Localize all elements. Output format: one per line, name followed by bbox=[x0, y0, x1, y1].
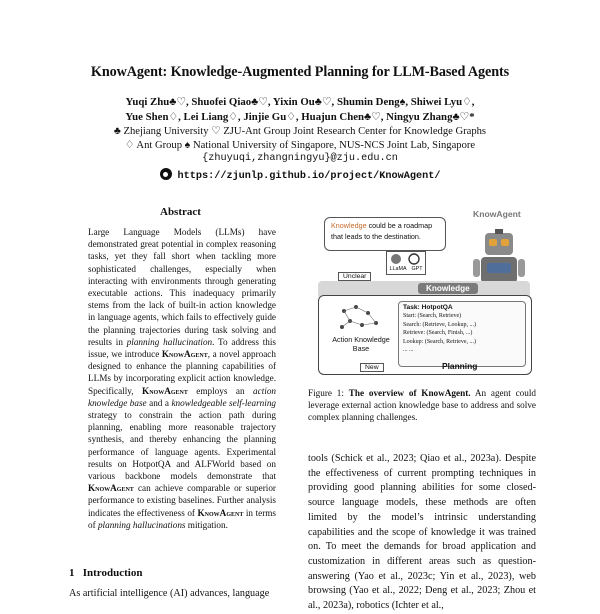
affiliation-line-1: ♣ Zhejiang University ♡ ZJU-Ant Group Joint Research Center for Knowledge Graphs bbox=[113, 126, 487, 137]
figure-1 bbox=[308, 205, 536, 380]
intro-heading: 1 Introduction bbox=[69, 567, 143, 579]
abstract-heading: Abstract bbox=[160, 206, 201, 218]
speech-bubble: Knowledge could be a roadmap that leads to the destination. bbox=[324, 217, 446, 251]
llama-label: LLaMA bbox=[389, 266, 407, 272]
intro-first-line: As artificial intelligence (AI) advances, language bbox=[69, 588, 270, 599]
planning-label: Planning bbox=[442, 361, 478, 371]
authors-line-1: Yuqi Zhu♣♡, Shuofei Qiao♣♡, Yixin Ou♣♡, Shumin Deng♠, Shiwei Lyu♢, bbox=[125, 96, 475, 108]
knowledge-label: Knowledge bbox=[418, 283, 478, 294]
affiliation-line-2: ♢ Ant Group ♠ National University of Singapore, NUS-NCS Joint Lab, Singapore bbox=[124, 140, 476, 151]
rule-more: ... ... bbox=[403, 347, 414, 354]
rule-start: Start: (Search, Retrieve) bbox=[403, 313, 462, 320]
knowagent-label: KnowAgent bbox=[473, 209, 521, 219]
rule-retrieve: Retrieve: (Search, Finish, ...) bbox=[403, 330, 473, 337]
project-url[interactable]: https://zjunlp.github.io/project/KnowAgent/ bbox=[177, 171, 441, 182]
model-logos-icon bbox=[387, 252, 423, 266]
paper-title: KnowAgent: Knowledge-Augmented Planning for LLM-Based Agents bbox=[90, 64, 510, 80]
rule-lookup: Lookup: (Search, Retrieve, ...) bbox=[403, 338, 476, 345]
action-kb-label: Action Knowledge Base bbox=[332, 335, 390, 353]
github-icon bbox=[160, 168, 172, 180]
rule-search: Search: (Retrieve, Lookup, ...) bbox=[403, 321, 476, 328]
authors-line-2: Yue Shen♢, Lei Liang♢, Jinjie Gu♢, Huajun Chen♣♡, Ningyu Zhang♣♡* bbox=[125, 111, 475, 123]
llm-models-box bbox=[386, 251, 426, 275]
unclear-tag: Unclear bbox=[338, 272, 371, 281]
gpt-label: GPT bbox=[411, 266, 423, 272]
email: {zhuyuqi,zhangningyu}@zju.edu.cn bbox=[202, 153, 398, 164]
task-rules-panel bbox=[398, 301, 526, 367]
abstract-text: Large Language Models (LLMs) have demonstrated great potential in complex reasoning tasks, yet they fall short when tackling more sophisticated challenges, especially when interacting with environments through generating executable actions. This inadequacy primarily stems from the lack of built-in action knowledge in language agents, which fails to effectively guide the planning trajectories during task solving and results in planning hallucination. To address this issue, we introduce KnowAgent, a novel approach designed to enhance the planning capabilities of LLMs by incorporating explicit action knowledge. Specifically, KnowAgent employs an action knowledge base and a knowledgeable self-learning strategy to constrain the action path during planning, enabling more reasonable trajectory synthesis, and thereby enhancing the planning performance of language agents. Experimental results on HotpotQA and ALFWorld based on various backbone models demonstrate that KnowAgent can achieve comparable or superior performance to existing baselines. Further analysis indicates the effectiveness of KnowAgent in terms of planning hallucinations mitigation. bbox=[88, 227, 277, 530]
intro-continuation: tools (Schick et al., 2023; Qiao et al., 2023a). Despite the effectiveness of current prompting techniques in providing good planning abilities for some closed-source language models, these methods are often limited by the model’s intrinsic understanding capabilities and the scope of knowledge it was trained on. To meet the demands for broad application and customization in different areas such as question-answering (Yao et al., 2023c; Yin et al., 2023), web browsing (Yao et al., 2022; Deng et al., 2023; Zhou et al., 2023a), robotics (Ichter et al., bbox=[308, 453, 536, 612]
knowledge-network-icon bbox=[336, 303, 384, 333]
new-tag: New bbox=[360, 363, 384, 372]
project-link[interactable] bbox=[0, 168, 600, 182]
task-title: Task: HotpotQA bbox=[403, 304, 453, 311]
figure-caption: Figure 1: The overview of KnowAgent. An agent could leverage external action knowledge base to address and solve complex planning challenges. bbox=[308, 388, 536, 423]
